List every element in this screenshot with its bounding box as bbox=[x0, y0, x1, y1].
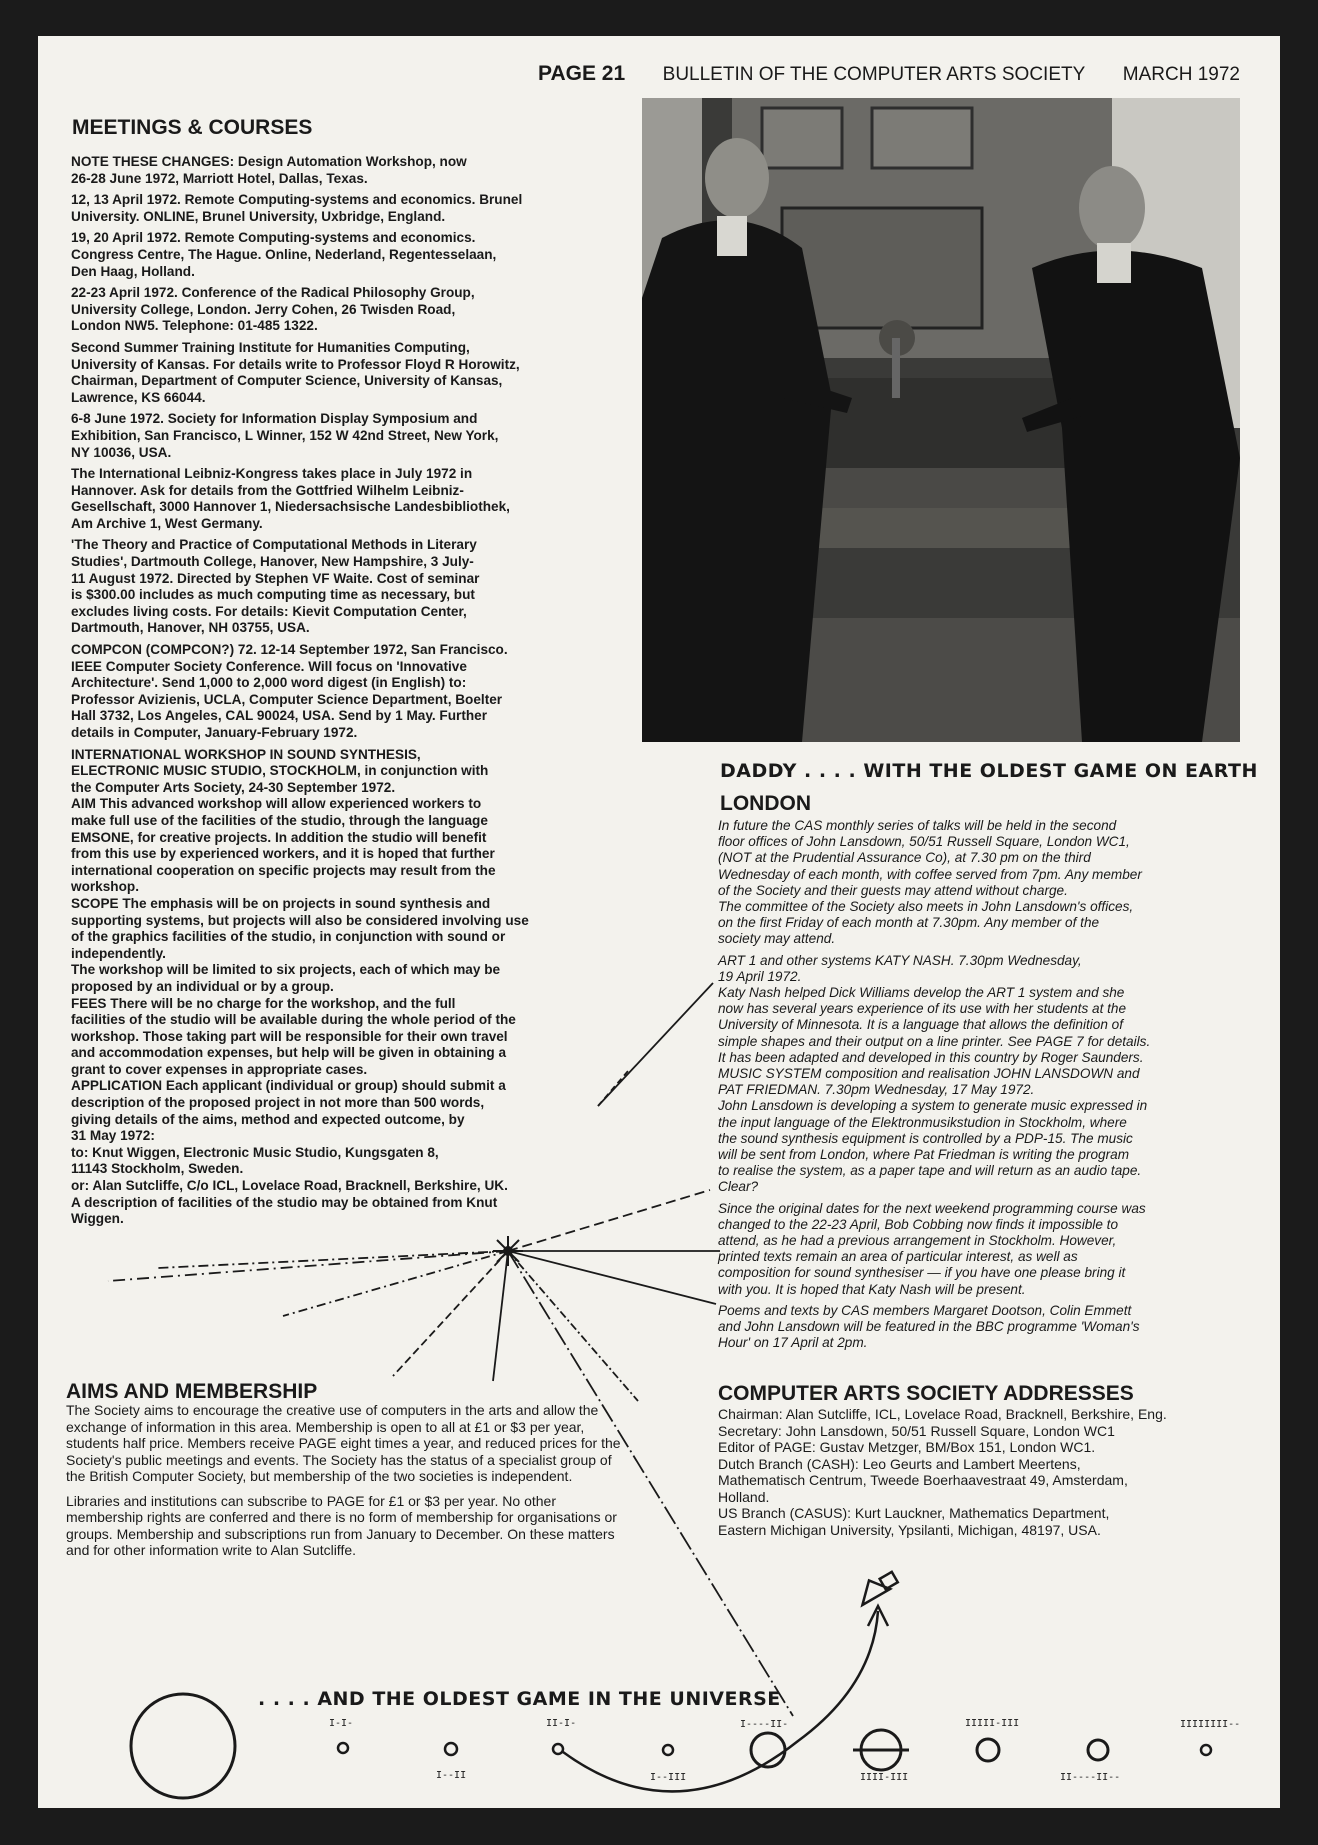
meeting-item: 12, 13 April 1972. Remote Computing-systems and economics. Brunel University. ONLINE, Brunel University, Uxbridge, England. bbox=[71, 192, 523, 224]
meeting-item: The International Leibniz-Kongress takes place in July 1972 in Hannover. Ask for details from the Gottfried Wilhelm Leibniz- Gesellschaft, 3000 Hannover 1, Niedersachsische Landesbibliothek, Am Archive 1, West Germany. bbox=[71, 466, 510, 531]
london-paragraph: In future the CAS monthly series of talks will be held in the second floor offices of John Lansdown, 50/51 Russell Square, London WC1, (NOT at the Prudential Assurance Co), at 7.30 pm on the third Wednesday of each month, with coffee served from 7pm. Any member of the Society and their guests may attend without charge. The committee of the Society also meets in John Lansdown's offices, on the first Friday of each month at 7.30pm. Any member of the society may attend. bbox=[718, 818, 1142, 947]
pulsar-lines bbox=[108, 983, 793, 1716]
binary-glyph: II----II-- bbox=[1060, 1772, 1121, 1783]
publication-name: BULLETIN OF THE COMPUTER ARTS SOCIETY bbox=[662, 64, 1086, 85]
binary-glyph: IIIIIIII-- bbox=[1180, 1719, 1241, 1730]
planet-circle bbox=[445, 1743, 457, 1755]
meetings-title: MEETINGS & COURSES bbox=[72, 116, 313, 139]
meeting-item: 19, 20 April 1972. Remote Computing-systems and economics. Congress Centre, The Hague. Online, Nederland, Regentesselaan, Den Haag, Holland. bbox=[71, 230, 497, 279]
addresses-text: Chairman: Alan Sutcliffe, ICL, Lovelace Road, Bracknell, Berkshire, Eng. Secretary: John Lansdown, 50/51 Russell Square, London WC1 Editor of PAGE: Gustav Metzger, BM/Box 151, London WC1. Dutch Branch (CASH): Leo Geurts and Lambert Meertens, Mathematisch Centrum, Tweede Boerhaavestraat 49, Amsterdam, Holland. US Branch (CASUS): Kurt Lauckner, Mathematics Department, Eastern Michigan University, Ypsilanti, Michigan, 48197, USA. bbox=[718, 1406, 1167, 1538]
pioneer-probe-icon bbox=[853, 1568, 898, 1605]
bulletin-page bbox=[38, 36, 1280, 1808]
london-paragraph: Poems and texts by CAS members Margaret Dootson, Colin Emmett and John Lansdown will be featured in the BBC programme 'Woman's Hour' on 17 April at 2pm. bbox=[718, 1302, 1140, 1351]
binary-glyph: IIIII-III bbox=[965, 1718, 1020, 1729]
aims-paragraph: The Society aims to encourage the creative use of computers in the arts and allow the exchange of information in this area. Membership is open to all at £1 or $3 per year, students half price. Members receive PAGE eight times a year, and reduced prices for the Society's public meetings and events. The Society has the status of a specialist group of the British Computer Society, but membership of the two societies is independent. bbox=[66, 1402, 621, 1484]
planet-circle bbox=[663, 1745, 673, 1755]
pulsar-diagram bbox=[38, 36, 1280, 1808]
meeting-item: 'The Theory and Practice of Computational Methods in Literary Studies', Dartmouth College, Hanover, New Hampshire, 3 July- 11 August 1972. Directed by Stephen VF Waite. Cost of seminar is $300.00 includes as much computing time as necessary, but excludes living costs. For details: Kievit Computation Center, Dartmouth, Hanover, NH 03755, USA. bbox=[71, 537, 480, 636]
meeting-item: NOTE THESE CHANGES: Design Automation Workshop, now 26-28 June 1972, Marriott Hotel, Dallas, Texas. bbox=[71, 154, 467, 186]
addresses-title: COMPUTER ARTS SOCIETY ADDRESSES bbox=[718, 1382, 1134, 1405]
london-paragraph: Since the original dates for the next weekend programming course was changed to the 22-23 April, Bob Cobbing now finds it impossible to attend, as he had a previous arrangement in Stockholm. However, printed texts remain an area of particular interest, as well as composition for sound synthesiser — if you have one please bring it with you. It is hoped that Katy Nash will be present. bbox=[718, 1200, 1146, 1297]
binary-glyph: I--II bbox=[436, 1770, 467, 1781]
london-paragraph: ART 1 and other systems KATY NASH. 7.30pm Wednesday, 19 April 1972. Katy Nash helped Dick Williams develop the ART 1 system and she now has several years experience of its use with her students at the University of Minnesota. It is a language that allows the definition of simple shapes and their output on a line printer. See PAGE 7 for details. It has been adapted and developed in this country by Roger Saunders. MUSIC SYSTEM composition and realisation JOHN LANSDOWN and PAT FRIEDMAN. 7.30pm Wednesday, 17 May 1972. John Lansdown is developing a system to generate music expressed in the input language of the Elektronmusikstudion in Stockholm, where the sound synthesis equipment is controlled by a PDP-15. The music will be sent from London, where Pat Friedman is writing the program to realise the system, as a paper tape and will return as an audio tape. Clear? bbox=[718, 952, 1151, 1195]
planet-circle bbox=[977, 1739, 999, 1761]
planet-circle bbox=[553, 1744, 563, 1754]
photo-caption: DADDY . . . . WITH THE OLDEST GAME ON EARTH bbox=[720, 760, 1258, 782]
london-title: LONDON bbox=[720, 792, 811, 815]
meeting-item: COMPCON (COMPCON?) 72. 12-14 September 1972, San Francisco. IEEE Computer Society Conference. Will focus on 'Innovative Architecture'. Send 1,000 to 2,000 word digest (in English) to: Professor Avizienis, UCLA, Computer Science Department, Boelter Hall 3732, Los Angeles, CAL 90024, USA. Send by 1 May. Further details in Computer, January-February 1972. bbox=[71, 642, 508, 740]
planet-circle bbox=[338, 1743, 348, 1753]
issue-date: MARCH 1972 bbox=[1122, 64, 1240, 85]
planet-row bbox=[131, 1568, 1211, 1798]
planet-circle bbox=[1201, 1745, 1211, 1755]
binary-glyph: II-I- bbox=[546, 1718, 577, 1729]
meeting-item: Second Summer Training Institute for Humanities Computing, University of Kansas. For details write to Professor Floyd R Horowitz, Chairman, Department of Computer Science, University of Kansas, Lawrence, KS 66044. bbox=[71, 339, 520, 405]
binary-glyph: I----II- bbox=[740, 1719, 789, 1730]
pulsar-star-icon bbox=[493, 1236, 523, 1266]
aims-paragraph: Libraries and institutions can subscribe to PAGE for £1 or $3 per year. No other membership rights are conferred and there is no form of membership for organisations or groups. Membership and subscriptions run from January to December. On these matters and for other information write to Alan Sutcliffe. bbox=[66, 1492, 617, 1558]
binary-glyph: IIII-III bbox=[860, 1772, 909, 1783]
binary-glyph: I--III bbox=[650, 1772, 687, 1783]
page-number: PAGE 21 bbox=[538, 62, 626, 85]
bottom-caption: . . . . AND THE OLDEST GAME IN THE UNIVERSE bbox=[258, 1688, 781, 1710]
binary-glyph: I-I- bbox=[329, 1718, 354, 1729]
sun-circle bbox=[131, 1694, 235, 1798]
aims-title: AIMS AND MEMBERSHIP bbox=[66, 1380, 318, 1403]
meeting-item: 6-8 June 1972. Society for Information Display Symposium and Exhibition, San Francisco, L Winner, 152 W 42nd Street, New York, NY 10036, USA. bbox=[71, 411, 499, 460]
meeting-item: INTERNATIONAL WORKSHOP IN SOUND SYNTHESIS, ELECTRONIC MUSIC STUDIO, STOCKHOLM, in conjunction with the Computer Arts Society, 24-30 September 1972. AIM This advanced workshop will allow experienced workers to make full use of the facilities of the studio, through the language EMSONE, for creative projects. In addition the studio will benefit from this use by experienced workers, and it is hoped that further international cooperation on specific projects may result from the workshop. SCOPE The emphasis will be on projects in sound synthesis and supporting systems, but projects will also be considered involving use of the graphics facilities of the studio, in conjunction with sound or independently. The workshop will be limited to six projects, each of which may be proposed by an individual or by a group. FEES There will be no charge for the workshop, and the full facilities of the studio will be available during the whole period of the workshop. Those taking part will be responsible for their own travel and accommodation expenses, but help will be given in obtaining a grant to cover expenses in appropriate cases. APPLICATION Each applicant (individual or group) should submit a description of the proposed project in not more than 500 words, giving details of the aims, method and expected outcome, by 31 May 1972: to: Knut Wiggen, Electronic Music Studio, Kungsgaten 8, 11143 Stockholm, Sweden. or: Alan Sutcliffe, C/o ICL, Lovelace Road, Bracknell, Berkshire, UK. A description of facilities of the studio may be obtained from Knut Wiggen. bbox=[71, 746, 529, 1227]
planet-circle bbox=[1088, 1740, 1108, 1760]
meeting-item: 22-23 April 1972. Conference of the Radical Philosophy Group, University College, London. Jerry Cohen, 26 Twisden Road, London NW5. Telephone: 01-485 1322. bbox=[71, 285, 475, 334]
